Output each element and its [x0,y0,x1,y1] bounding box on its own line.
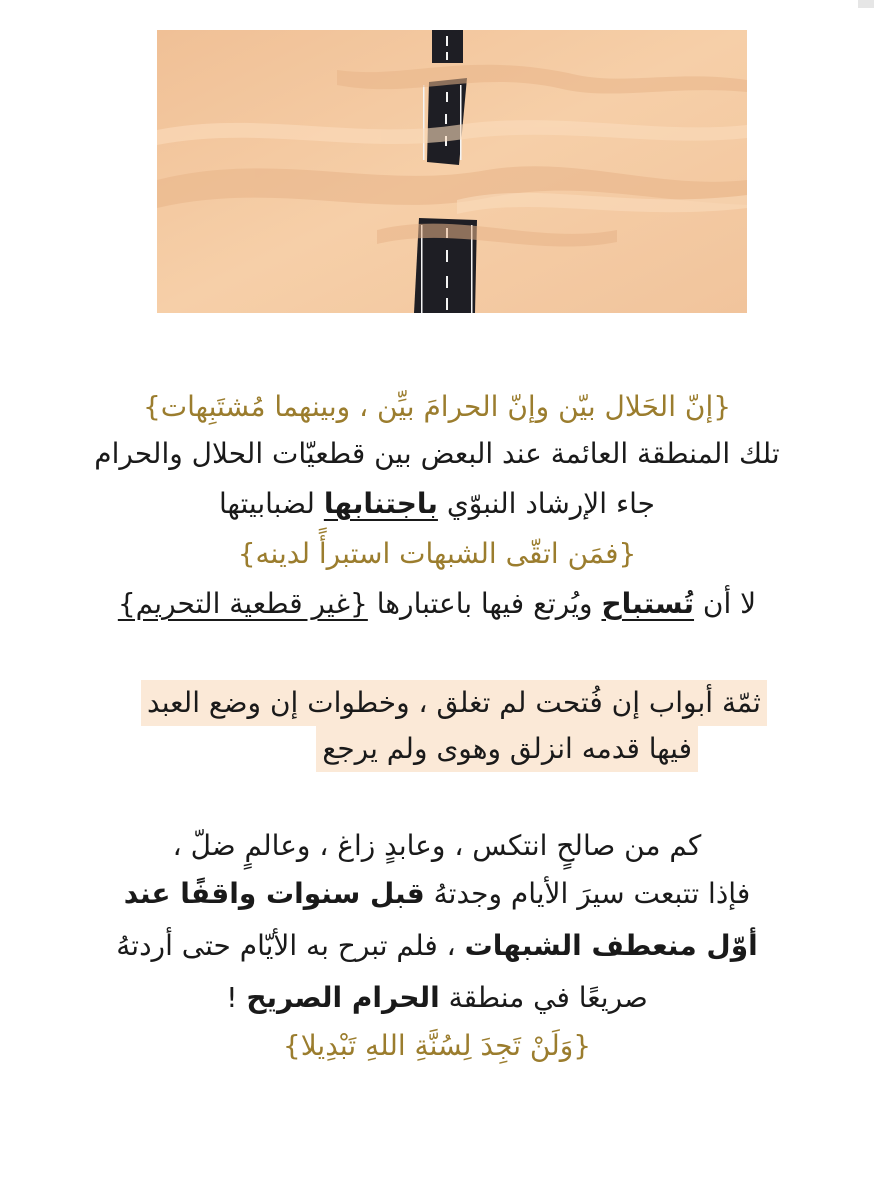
para2-line2 [60,872,814,916]
para1-line2 [60,482,814,526]
para2-line1: كم من صالحٍ انتكس ، وعابدٍ زاغ ، وعالمٍ ضلّ ، [172,829,702,862]
paragraph-one [60,432,814,626]
closing-quranic-quote: {وَلَنْ تَجِدَ لِسُنَّةِ اللهِ تَبْدِيلا} [282,1029,592,1062]
desert-road-image [157,30,747,313]
para2-line4-post: ! [226,981,247,1014]
para2-line2-pre: فإذا تتبعت سيرَ الأيام وجدتهُ [424,877,751,910]
para1-line4-under: {غير قطعية التحريم} [117,587,368,620]
para1-line1: تلك المنطقة العائمة عند البعض بين قطعيّات الحلال والحرام [94,437,780,470]
para1-line4-mid: ويُرتع فيها باعتبارها [367,587,602,620]
corner-mark [858,0,874,8]
para1-line4-bold: تُستباح [601,587,695,620]
para2-line3-post: ، فلم تبرح به الأيّام حتى أردتهُ [116,929,465,962]
highlight-line1: ثمّة أبواب إن فُتحت لم تغلق ، وخطوات إن وضع العبد [141,680,767,726]
para1-line4 [60,582,814,626]
para1-line2-post: لضبابيتها [219,487,324,520]
hadith-quote-block [60,385,814,429]
para1-line4-pre: لا أن [694,587,757,620]
prophetic-quote: {فمَن اتقّى الشبهات استبرأً لدينه} [237,537,637,570]
paragraph-two [60,824,814,1068]
highlight-line2: فيها قدمه انزلق وهوى ولم يرجع [316,726,698,772]
para1-line2-pre: جاء الإرشاد النبوّي [437,487,655,520]
para2-line3-bold: أوّل منعطف الشبهات [464,929,758,962]
para1-line2-bold: باجتنابها [323,487,438,520]
para2-line4 [60,976,814,1020]
highlighted-passage [98,680,810,772]
para2-line4-bold: الحرام الصريح [246,981,440,1014]
para2-line3 [60,924,814,968]
para2-line4-pre: صريعًا في منطقة [439,981,648,1014]
hadith-quote: {إنّ الحَلال بيّن وإنّ الحرامَ بيِّن ، وبينهما مُشتَبِهات} [142,390,732,423]
para2-line2-bold: قبل سنوات واقفًا عند [123,877,425,910]
